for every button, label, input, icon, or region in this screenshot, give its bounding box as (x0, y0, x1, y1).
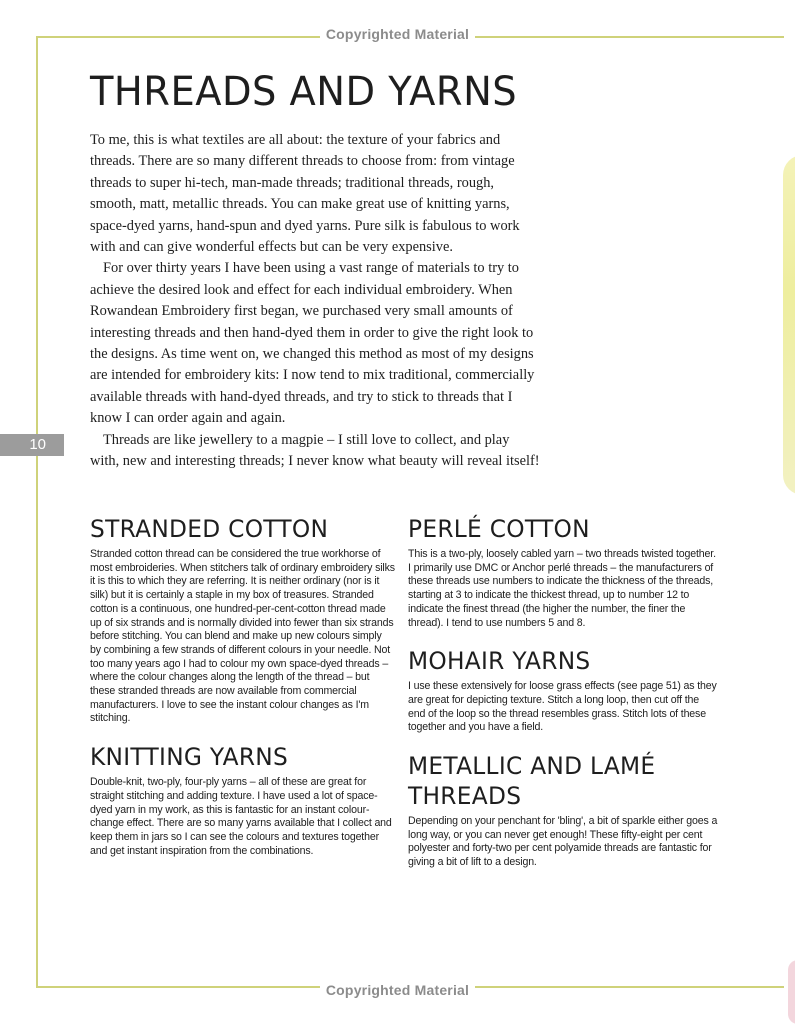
section-heading: KNITTING YARNS (90, 743, 289, 772)
frame-left-rule (36, 36, 38, 986)
page-number-tab: 10 (0, 434, 64, 456)
intro-paragraph: To me, this is what textiles are all about: the texture of your fabrics and threads. There are so many different threads to choose from: from vintage threads to super hi-tech, man-made threads; traditional threads, rough, smooth, matt, metallic threads. You can make great use of knitting yarns, space-dyed yarns, hand-spun and dyed yarns. Pure silk is fabulous to work with and can give wonderful effects but can be very expensive. (90, 132, 520, 256)
section-stranded-cotton (90, 514, 395, 726)
right-column (408, 514, 718, 870)
section-heading: MOHAIR YARNS (408, 647, 591, 676)
watermark-top (0, 26, 795, 42)
section-body: Double-knit, two-ply, four-ply yarns – all of these are great for straight stitching and adding texture. I have used a lot of space-dyed yarn in my work, as this is fantastic for an instant colour-change effect. There are so many yarns available that I collect and keep them in jars so I can see the colours and textures together and get instant inspiration from the combinations. (90, 776, 392, 857)
watermark-bottom (0, 982, 795, 998)
left-column (90, 514, 395, 858)
yarn-photo-edge (783, 155, 795, 495)
section-body: Stranded cotton thread can be considered the true workhorse of most embroideries. When stitchers talk of ordinary embroidery silks it is this to which they are referring. It is neither ordinary (nor is it silk) but it is certainly a staple in my box of treasures. Stranded cotton is a continuous, one hundred-per-cent-cotton thread made up of six strands and is normally divided into fewer than six strands before stitching. You can blend and make up new colours simply by combining a few strands of different colours in your needle. Not too many years ago I had to colour my own space-dyed threads – where the colour changes along the length of the thread – but these stranded threads are now available from commercial manufacturers. I love to see the instant colour changes as I'm stitching. (90, 548, 395, 725)
intro-text (90, 130, 540, 473)
section-heading: STRANDED COTTON (90, 515, 329, 543)
section-knitting-yarns (90, 742, 395, 858)
intro-paragraph: For over thirty years I have been using a vast range of materials to try to achieve the desired look and effect for each individual embroidery. When Rowandean Embroidery first began, we purchased very small amounts of interesting threads and then hand-dyed them in order to give the right look to the designs. As time went on, we changed this method as most of my designs are intended for embroidery kits: I now tend to mix traditional, commercially available threads with hand-dyed threads, and try to stick to threads that I know I can order again and again. (90, 260, 535, 427)
section-heading: METALLIC AND LAMÉ THREADS (408, 752, 656, 811)
watermark-top-text: Copyrighted Material (320, 26, 475, 42)
page-title: THREADS AND YARNS (90, 69, 518, 115)
section-metallic-threads (408, 751, 718, 870)
section-body: I use these extensively for loose grass effects (see page 51) as they are great for depicting texture. Stitch a long loop, then cut off the end of the loop so the thread resembles grass. Stitch lots of these together and you have a field. (408, 680, 717, 734)
section-body: Depending on your penchant for 'bling', a bit of sparkle either goes a long way, or you can never get enough! These fifty-eight per cent polyester and forty-two per cent polyamide threads are fantastic for giving a bit of lift to a design. (408, 815, 718, 869)
section-perle-cotton (408, 514, 718, 630)
intro-paragraph: Threads are like jewellery to a magpie – I still love to collect, and play with, new and interesting threads; I never know what beauty will reveal itself! (90, 431, 540, 470)
section-mohair-yarns (408, 646, 718, 735)
section-heading: PERLÉ COTTON (408, 515, 590, 543)
section-body: This is a two-ply, loosely cabled yarn – two threads twisted together. I primarily use DMC or Anchor perlé threads – the manufacturers of these threads use numbers to indicate the thickness of the threads, starting at 3 to indicate the thickest thread, up to number 12 to indicate the finest thread (the higher the number, the finer the thread). I tend to use numbers 5 and 8. (408, 548, 716, 629)
watermark-bottom-text: Copyrighted Material (320, 982, 475, 998)
